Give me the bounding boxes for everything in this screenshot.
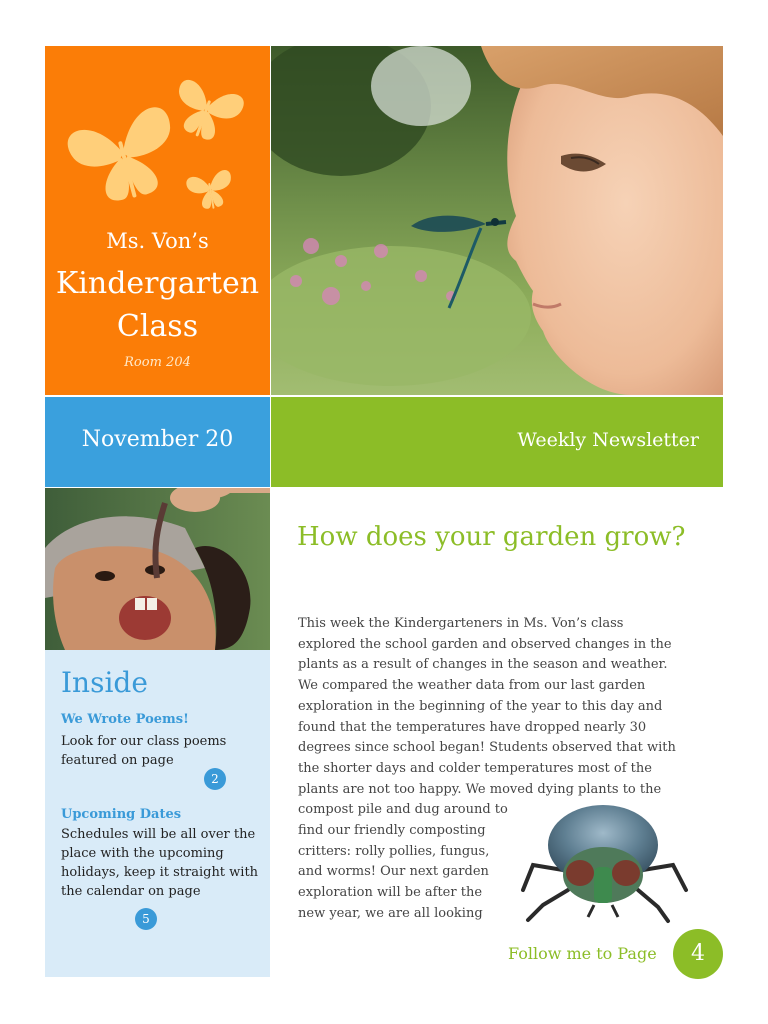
- class-title-line1: Kindergarten: [55, 266, 260, 301]
- follow-link[interactable]: Follow me to Page: [508, 944, 657, 963]
- page-number-badge: 5: [135, 908, 157, 930]
- article-line: and worms! Our next garden: [298, 864, 489, 880]
- inside-panel: [45, 650, 270, 977]
- article-line: explored the school garden and observed changes in the: [298, 636, 672, 652]
- beetle-image: [508, 795, 698, 925]
- article-line: the shorter days and colder temperatures most of the: [298, 760, 652, 776]
- newsletter-band: [271, 397, 723, 487]
- photo-boy-worm: [45, 488, 270, 650]
- class-title: [45, 262, 270, 348]
- article-line: compost pile and dug around to: [298, 802, 508, 818]
- inside-item-heading: We Wrote Poems!: [61, 712, 189, 727]
- article-line: We compared the weather data from our last garden: [298, 678, 646, 694]
- class-title-line2: Class: [116, 309, 199, 344]
- inside-title: Inside: [61, 666, 148, 699]
- article-line: plants as a result of changes in the season and weather.: [298, 657, 668, 673]
- article-line: plants are not too happy. We moved dying plants to the: [298, 781, 662, 797]
- article-line: find our friendly composting: [298, 823, 486, 839]
- inside-item-text: Look for our class poems featured on page: [61, 734, 227, 768]
- article-line: degrees since school began! Students observed that with: [298, 740, 676, 756]
- next-page-badge[interactable]: 4: [673, 929, 723, 979]
- page-number-badge: 2: [204, 768, 226, 790]
- inside-item-text: Schedules will be all over the place with the upcoming holidays, keep it straight with the calendar on page: [61, 827, 259, 899]
- article-headline: How does your garden grow?: [297, 522, 686, 552]
- butterflies-icon: [65, 68, 245, 218]
- room-number: Room 204: [124, 355, 191, 370]
- article-line: critters: rolly pollies, fungus,: [298, 843, 490, 859]
- article-line: exploration will be after the: [298, 885, 483, 901]
- article-line: new year, we are all looking: [298, 905, 483, 921]
- inside-item-heading: Upcoming Dates: [61, 807, 182, 822]
- article-line: exploration in the beginning of the year to this day and: [298, 698, 663, 714]
- article-line: This week the Kindergarteners in Ms. Von’s class: [298, 616, 624, 631]
- masthead-panel: [45, 46, 270, 395]
- article-line: found that the temperatures have dropped nearly 30: [298, 719, 647, 735]
- date-band: [45, 397, 270, 487]
- issue-date: November 20: [81, 427, 234, 452]
- newsletter-label: Weekly Newsletter: [517, 429, 699, 451]
- photo-child-dragonfly: [271, 46, 723, 395]
- teacher-name: Ms. Von’s: [106, 229, 209, 253]
